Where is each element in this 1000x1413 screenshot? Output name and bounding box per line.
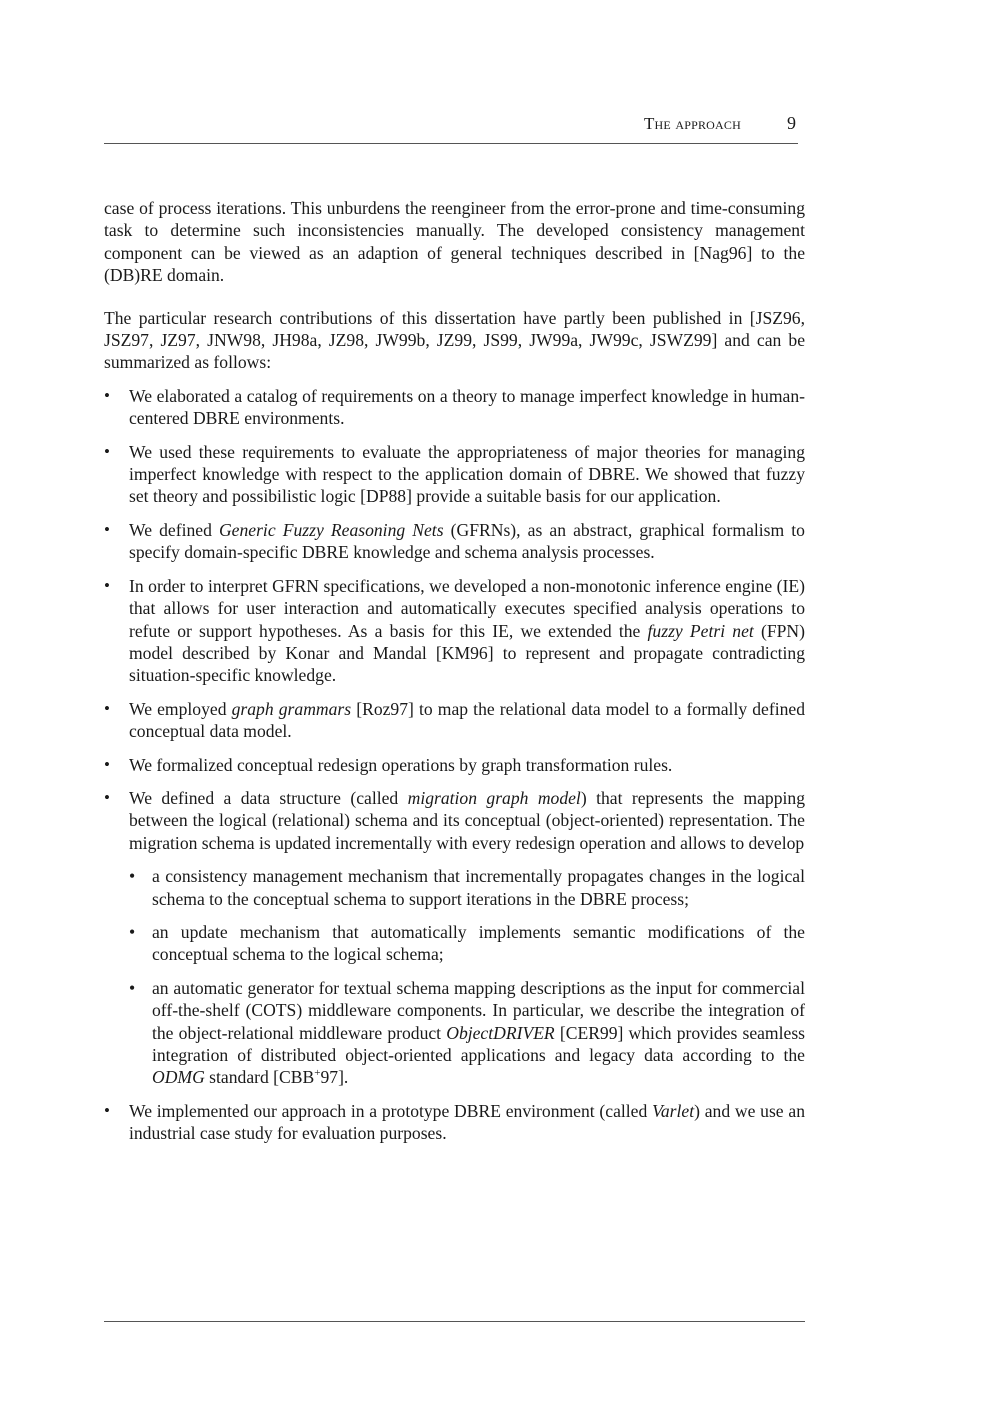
sub-list-item-text: [CER99] which provides seamless integration of distributed object-oriented applications and legacy data according to the: [152, 1022, 806, 1065]
paragraph-contributions-intro: The particular research contributions of this dissertation have partly been published in [JSZ96, JSZ97, JZ97, JNW98, JH98a, JZ98, JW99b, JZ99, JS99, JW99a, JW99c, JSWZ99] and can be summarized as follows:: [104, 307, 805, 373]
term-gfrn: Generic Fuzzy Reasoning Nets: [218, 519, 444, 540]
running-header: [104, 112, 798, 144]
sub-list-item: [129, 865, 805, 910]
list-item-text: We implemented our approach in a prototype DBRE environment (called: [129, 1100, 653, 1121]
sub-list-item-text: a consistency management mechanism that incrementally propagates changes in the logical schema to the conceptual schema to support iterations in the DBRE process;: [152, 866, 805, 909]
page-body: [104, 197, 805, 1156]
list-item: [104, 575, 805, 687]
sub-list: [129, 865, 805, 1089]
list-item-text: We defined a data structure (called: [129, 787, 408, 808]
list-item-text: [Roz97] to map the relational data model to a formally defined conceptual data model.: [129, 698, 806, 742]
list-item-text: (GFRNs), as an abstract, graphical formalism to specify domain-specific DBRE knowledge and schema analysis processes.: [129, 519, 805, 563]
list-item-text: We elaborated a catalog of requirements on a theory to manage imperfect knowledge in human-centered DBRE environments.: [129, 385, 805, 429]
term-varlet: Varlet: [652, 1100, 695, 1121]
list-item-text: We employed: [129, 698, 232, 719]
list-item-text: We formalized conceptual redesign operations by graph transformation rules.: [129, 754, 673, 775]
list-item-text: (FPN) model described by Konar and Mandal [KM96] to represent and propagate contradicting situation-specific knowledge.: [129, 620, 805, 686]
list-item-text: We defined: [129, 519, 219, 540]
list-item: [104, 385, 805, 430]
term-fuzzy-petri-net: fuzzy Petri net: [647, 620, 754, 641]
term-objectdriver: ObjectDRIVER: [446, 1022, 555, 1043]
list-item-text: We used these requirements to evaluate the appropriateness of major theories for managing imperfect knowledge with respect to the application domain of DBRE. We showed that fuzzy set theory and possibilistic logic [DP88] provide a suitable basis for our application.: [129, 441, 805, 507]
sub-list-item: [129, 921, 805, 966]
superscript-plus: +: [314, 1067, 321, 1080]
list-item: [104, 519, 805, 564]
list-item-text: ) that represents the mapping between the logical (relational) schema and its conceptual (object-oriented) representation. The migration schema is updated incrementally with every redesign operation and allows to develop: [129, 787, 805, 853]
sub-list-item: [129, 977, 805, 1089]
list-item-text: In order to interpret GFRN specifications, we developed a non-monotonic inference engine (IE) that allows for user interaction and automatically executes specified analysis operations to refute or support hypotheses. As a basis for this IE, we extended the: [129, 575, 805, 641]
sub-list-item-text: an update mechanism that automatically implements semantic modifications of the conceptual schema to the logical schema;: [152, 921, 805, 965]
list-item: [104, 787, 805, 1089]
page-number: 9: [787, 113, 796, 133]
term-graph-grammars: graph grammars: [231, 698, 352, 719]
list-item-text: ) and we use an industrial case study for evaluation purposes.: [129, 1100, 805, 1144]
list-item: [104, 698, 805, 743]
list-item: [104, 1100, 805, 1145]
sub-list-item-text: an automatic generator for textual schema mapping descriptions as the input for commercial off-the-shelf (COTS) middleware components. In particular, we describe the integration of the object-relational middleware product: [152, 977, 805, 1043]
term-migration-graph-model: migration graph model: [407, 787, 581, 808]
contributions-list: [104, 385, 805, 1145]
sub-list-item-text: 97].: [320, 1067, 349, 1088]
list-item: [104, 441, 805, 508]
footer-rule: [104, 1321, 805, 1322]
list-item: [104, 754, 805, 776]
sub-list-item-text: standard [CBB: [204, 1067, 315, 1088]
paragraph-continuation: case of process iterations. This unburdens the reengineer from the error-prone and time-consuming task to determine such inconsistencies manually. The developed consistency management component can be viewed as an adaption of general techniques described in [Nag96] to the (DB)RE domain.: [104, 198, 805, 286]
term-odmg: ODMG: [152, 1067, 205, 1088]
running-title: The approach: [643, 114, 741, 133]
